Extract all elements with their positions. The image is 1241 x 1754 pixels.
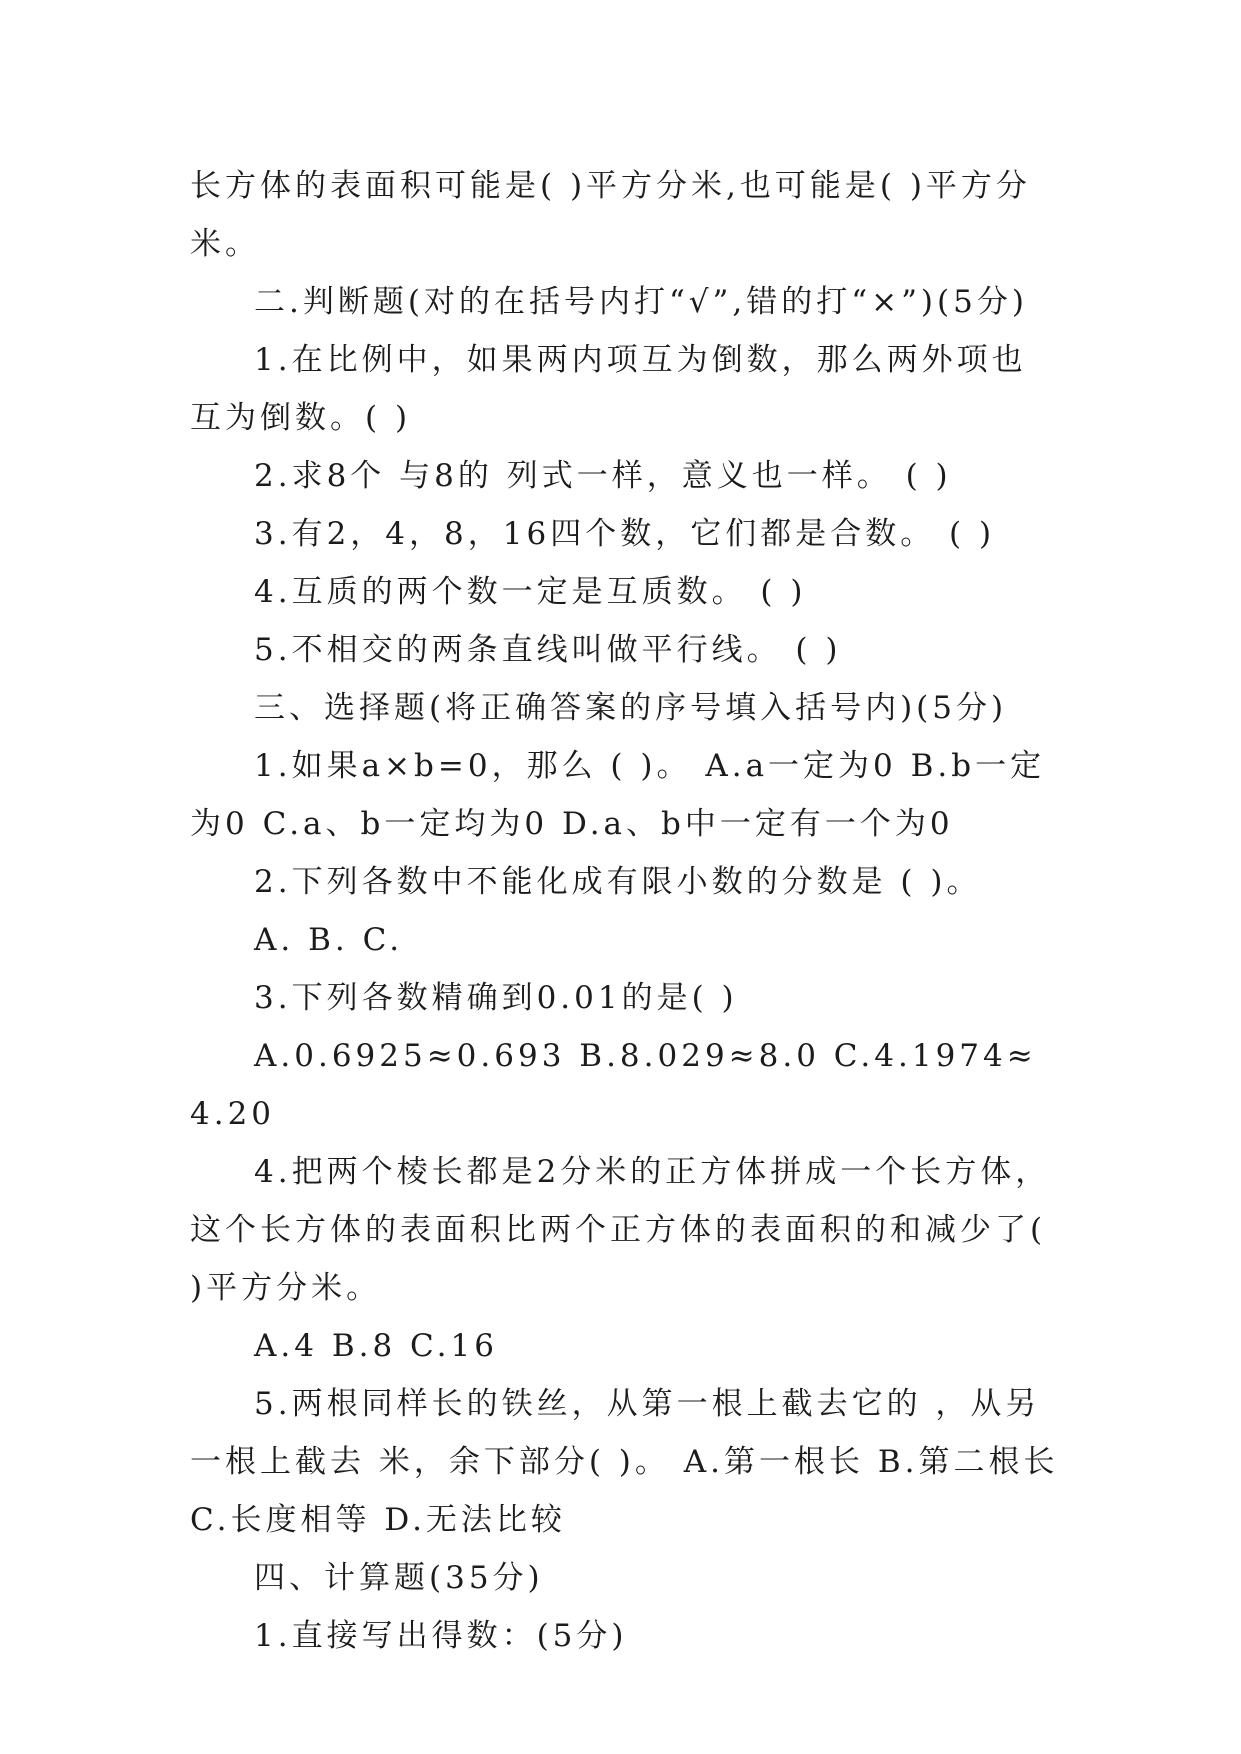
section-heading-multiple-choice: 三、选择题(将正确答案的序号填入括号内)(5分) <box>254 690 1008 726</box>
question-tf-2: 2.求8个 与8的 列式一样，意义也一样。 ( ) <box>254 458 952 494</box>
question-mc-4: 4.把两个棱长都是2分米的正方体拼成一个长方体，这个长方体的表面积比两个正方体的表面积的和减少了( )平方分米。 <box>190 1154 1051 1306</box>
question-tf-5: 5.不相交的两条直线叫做平行线。 ( ) <box>254 632 842 668</box>
question-mc-3-options: A.0.6925≈0.693 B.8.029≈8.0 C.4.1974≈4.20 <box>190 1038 1037 1132</box>
question-mc-5: 5.两根同样长的铁丝，从第一根上截去它的 ，从另一根上截去 米，余下部分( )。 A.第一根长 B.第二根长 C.长度相等 D.无法比较 <box>190 1386 1059 1538</box>
question-mc-4-options: A.4 B.8 C.16 <box>254 1328 498 1364</box>
question-tf-1: 1.在比例中，如果两内项互为倒数，那么两外项也互为倒数。( ) <box>190 342 1027 436</box>
question-mc-2: 2.下列各数中不能化成有限小数的分数是 ( )。 <box>254 864 982 900</box>
question-mc-3: 3.下列各数精确到0.01的是( ) <box>254 980 738 1016</box>
section-heading-calculation: 四、计算题(35分) <box>254 1560 544 1596</box>
question-tf-4: 4.互质的两个数一定是互质数。 ( ) <box>254 574 807 610</box>
section-heading-true-false: 二.判断题(对的在括号内打“√”,错的打“×”)(5分) <box>254 284 1028 320</box>
question-mc-2-options: A. B. C. <box>254 922 404 958</box>
question-calc-1: 1.直接写出得数：(5分) <box>254 1618 628 1654</box>
document-body <box>190 157 1060 1665</box>
paragraph-surface-area-question: 长方体的表面积可能是( )平方分米,也可能是( )平方分米。 <box>190 168 1031 262</box>
question-tf-3: 3.有2，4，8，16四个数，它们都是合数。 ( ) <box>254 516 996 552</box>
question-mc-1: 1.如果a×b=0，那么 ( )。 A.a一定为0 B.b一定为0 C.a、b一定均为0 D.a、b中一定有一个为0 <box>190 748 1046 842</box>
